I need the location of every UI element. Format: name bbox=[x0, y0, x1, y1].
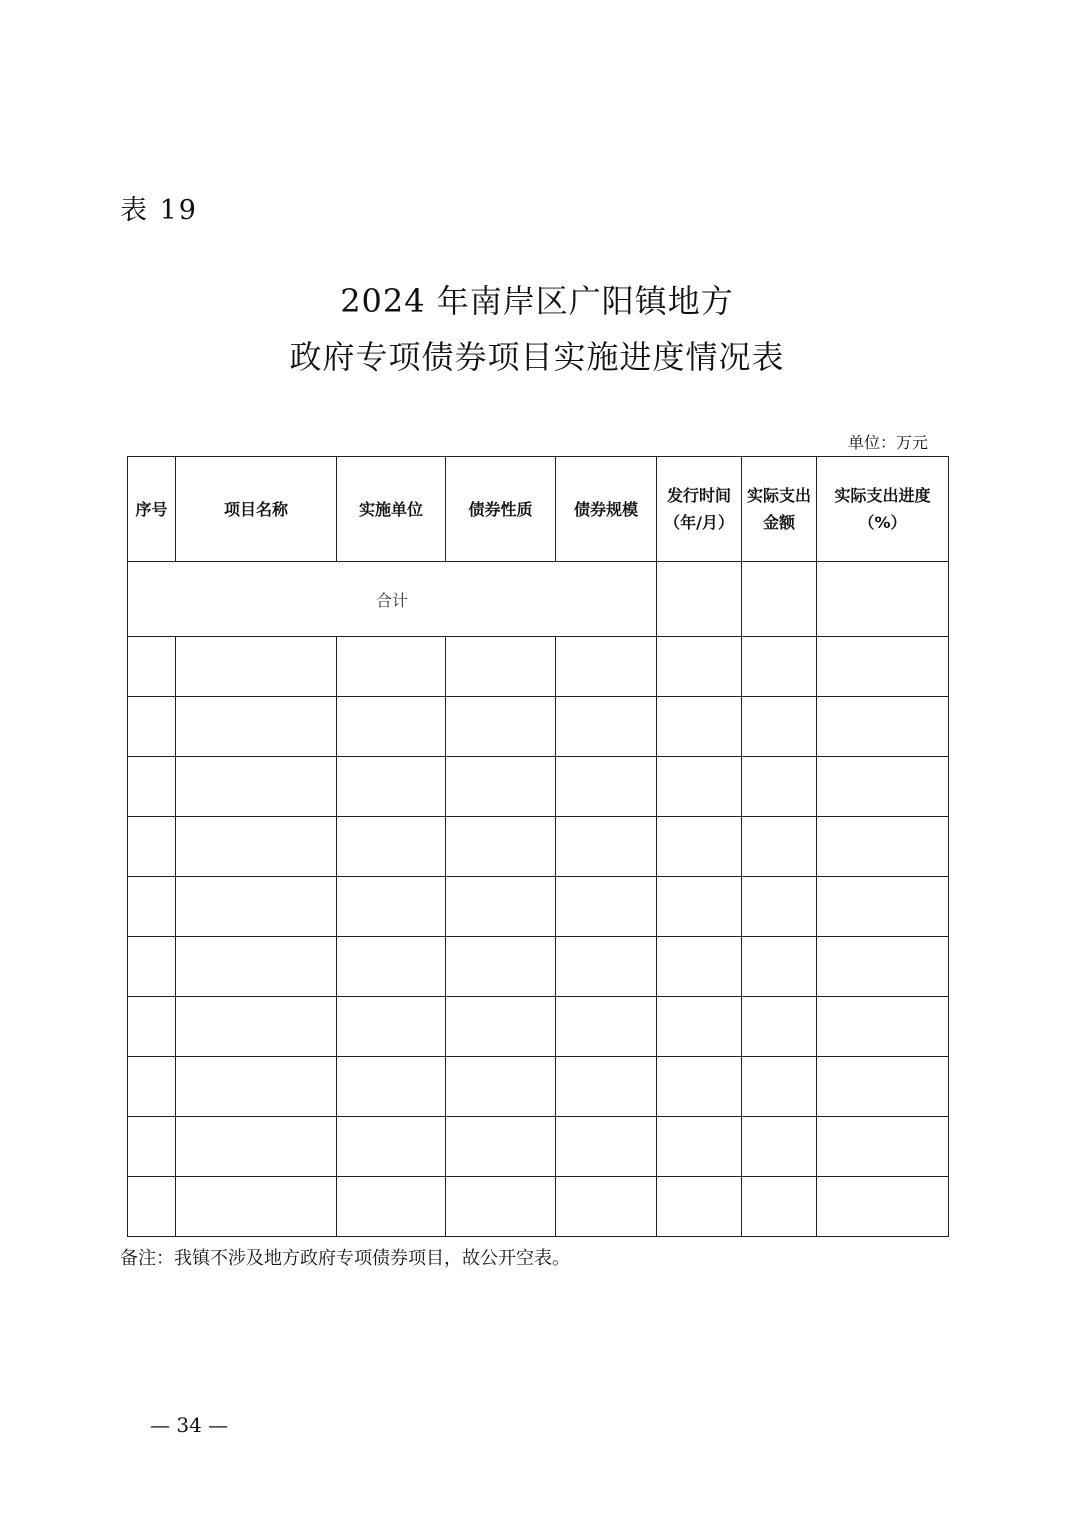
table-cell bbox=[556, 817, 657, 877]
table-cell bbox=[176, 637, 337, 697]
table-cell bbox=[742, 1177, 817, 1237]
header-implementing-unit: 实施单位 bbox=[337, 457, 446, 562]
table-cell bbox=[657, 877, 742, 937]
table-cell bbox=[446, 637, 556, 697]
document-title-line-1: 2024 年南岸区广阳镇地方 bbox=[340, 282, 734, 320]
table-cell bbox=[176, 877, 337, 937]
table-cell bbox=[556, 697, 657, 757]
table-row bbox=[128, 877, 949, 937]
table-cell bbox=[742, 1117, 817, 1177]
table-cell bbox=[742, 997, 817, 1057]
header-bond-nature: 债券性质 bbox=[446, 457, 556, 562]
table-cell bbox=[657, 757, 742, 817]
table-cell bbox=[176, 1057, 337, 1117]
table-cell bbox=[657, 1177, 742, 1237]
table-cell bbox=[337, 1177, 446, 1237]
table-cell bbox=[128, 1117, 176, 1177]
table-cell bbox=[337, 997, 446, 1057]
bond-progress-table bbox=[127, 456, 949, 1237]
table-cell bbox=[176, 1177, 337, 1237]
table-cell bbox=[128, 1177, 176, 1237]
table-cell bbox=[817, 1057, 949, 1117]
total-row bbox=[128, 562, 949, 637]
table-row bbox=[128, 757, 949, 817]
table-cell bbox=[337, 937, 446, 997]
table-cell bbox=[742, 817, 817, 877]
table-cell bbox=[128, 997, 176, 1057]
table-cell bbox=[176, 817, 337, 877]
table-cell bbox=[657, 997, 742, 1057]
footnote: 备注：我镇不涉及地方政府专项债券项目，故公开空表。 bbox=[120, 1248, 570, 1269]
table-cell bbox=[817, 637, 949, 697]
table-cell bbox=[742, 697, 817, 757]
table-cell bbox=[742, 637, 817, 697]
table-cell bbox=[657, 637, 742, 697]
header-bond-scale: 债券规模 bbox=[556, 457, 657, 562]
table-cell bbox=[446, 1117, 556, 1177]
table-cell bbox=[657, 562, 742, 637]
table-cell bbox=[176, 937, 337, 997]
table-cell bbox=[446, 757, 556, 817]
table-cell bbox=[446, 1057, 556, 1117]
table-cell bbox=[337, 1057, 446, 1117]
table-cell bbox=[446, 997, 556, 1057]
table-cell bbox=[446, 697, 556, 757]
total-label: 合计 bbox=[375, 590, 408, 610]
table-cell bbox=[337, 817, 446, 877]
table-cell bbox=[817, 697, 949, 757]
page-number: — 34 — bbox=[150, 1413, 229, 1437]
table-cell bbox=[657, 697, 742, 757]
table-cell bbox=[657, 817, 742, 877]
table-cell bbox=[446, 937, 556, 997]
table-cell bbox=[176, 757, 337, 817]
table-row bbox=[128, 997, 949, 1057]
table-cell bbox=[128, 757, 176, 817]
table-cell bbox=[817, 562, 949, 637]
table-cell bbox=[742, 877, 817, 937]
table-cell bbox=[657, 1117, 742, 1177]
table-cell bbox=[817, 1177, 949, 1237]
table-cell bbox=[556, 637, 657, 697]
table-cell bbox=[742, 937, 817, 997]
header-actual-amount: 实际支出 金额 bbox=[742, 457, 817, 562]
table-cell bbox=[556, 877, 657, 937]
table-cell bbox=[817, 757, 949, 817]
table-number-label: 表 19 bbox=[120, 195, 198, 226]
table-cell bbox=[128, 637, 176, 697]
table-row bbox=[128, 1117, 949, 1177]
table-cell bbox=[556, 937, 657, 997]
header-seq: 序号 bbox=[128, 457, 176, 562]
header-progress: 实际支出进度 （%） bbox=[817, 457, 949, 562]
table-cell bbox=[742, 1057, 817, 1117]
table-cell bbox=[128, 877, 176, 937]
table-row bbox=[128, 697, 949, 757]
total-label-cell bbox=[128, 562, 657, 637]
table-row bbox=[128, 1057, 949, 1117]
table-row bbox=[128, 1177, 949, 1237]
table-cell bbox=[176, 997, 337, 1057]
table-cell bbox=[128, 1057, 176, 1117]
table-row bbox=[128, 817, 949, 877]
table-cell bbox=[337, 697, 446, 757]
table-row bbox=[128, 937, 949, 997]
table-row bbox=[128, 637, 949, 697]
table-cell bbox=[556, 1057, 657, 1117]
table-cell bbox=[657, 937, 742, 997]
table-cell bbox=[556, 997, 657, 1057]
header-issue-time: 发行时间 （年/月） bbox=[657, 457, 742, 562]
table-cell bbox=[128, 697, 176, 757]
table-cell bbox=[337, 877, 446, 937]
table-cell bbox=[817, 937, 949, 997]
table-cell bbox=[446, 1177, 556, 1237]
table-cell bbox=[657, 1057, 742, 1117]
table-cell bbox=[817, 817, 949, 877]
header-row bbox=[128, 457, 949, 562]
header-project-name: 项目名称 bbox=[176, 457, 337, 562]
table-cell bbox=[817, 1117, 949, 1177]
table-cell bbox=[446, 817, 556, 877]
table-cell bbox=[742, 562, 817, 637]
table-cell bbox=[337, 757, 446, 817]
table-cell bbox=[742, 757, 817, 817]
table-cell bbox=[556, 1177, 657, 1237]
table-cell bbox=[128, 937, 176, 997]
table-cell bbox=[337, 637, 446, 697]
table-cell bbox=[176, 1117, 337, 1177]
table-cell bbox=[446, 877, 556, 937]
table-cell bbox=[817, 877, 949, 937]
table-cell bbox=[128, 817, 176, 877]
table-cell bbox=[556, 1117, 657, 1177]
table-cell bbox=[337, 1117, 446, 1177]
document-title-line-2: 政府专项债券项目实施进度情况表 bbox=[289, 338, 785, 376]
table-cell bbox=[556, 757, 657, 817]
table-cell bbox=[176, 697, 337, 757]
currency-unit-label: 单位：万元 bbox=[847, 433, 928, 452]
table-cell bbox=[817, 997, 949, 1057]
